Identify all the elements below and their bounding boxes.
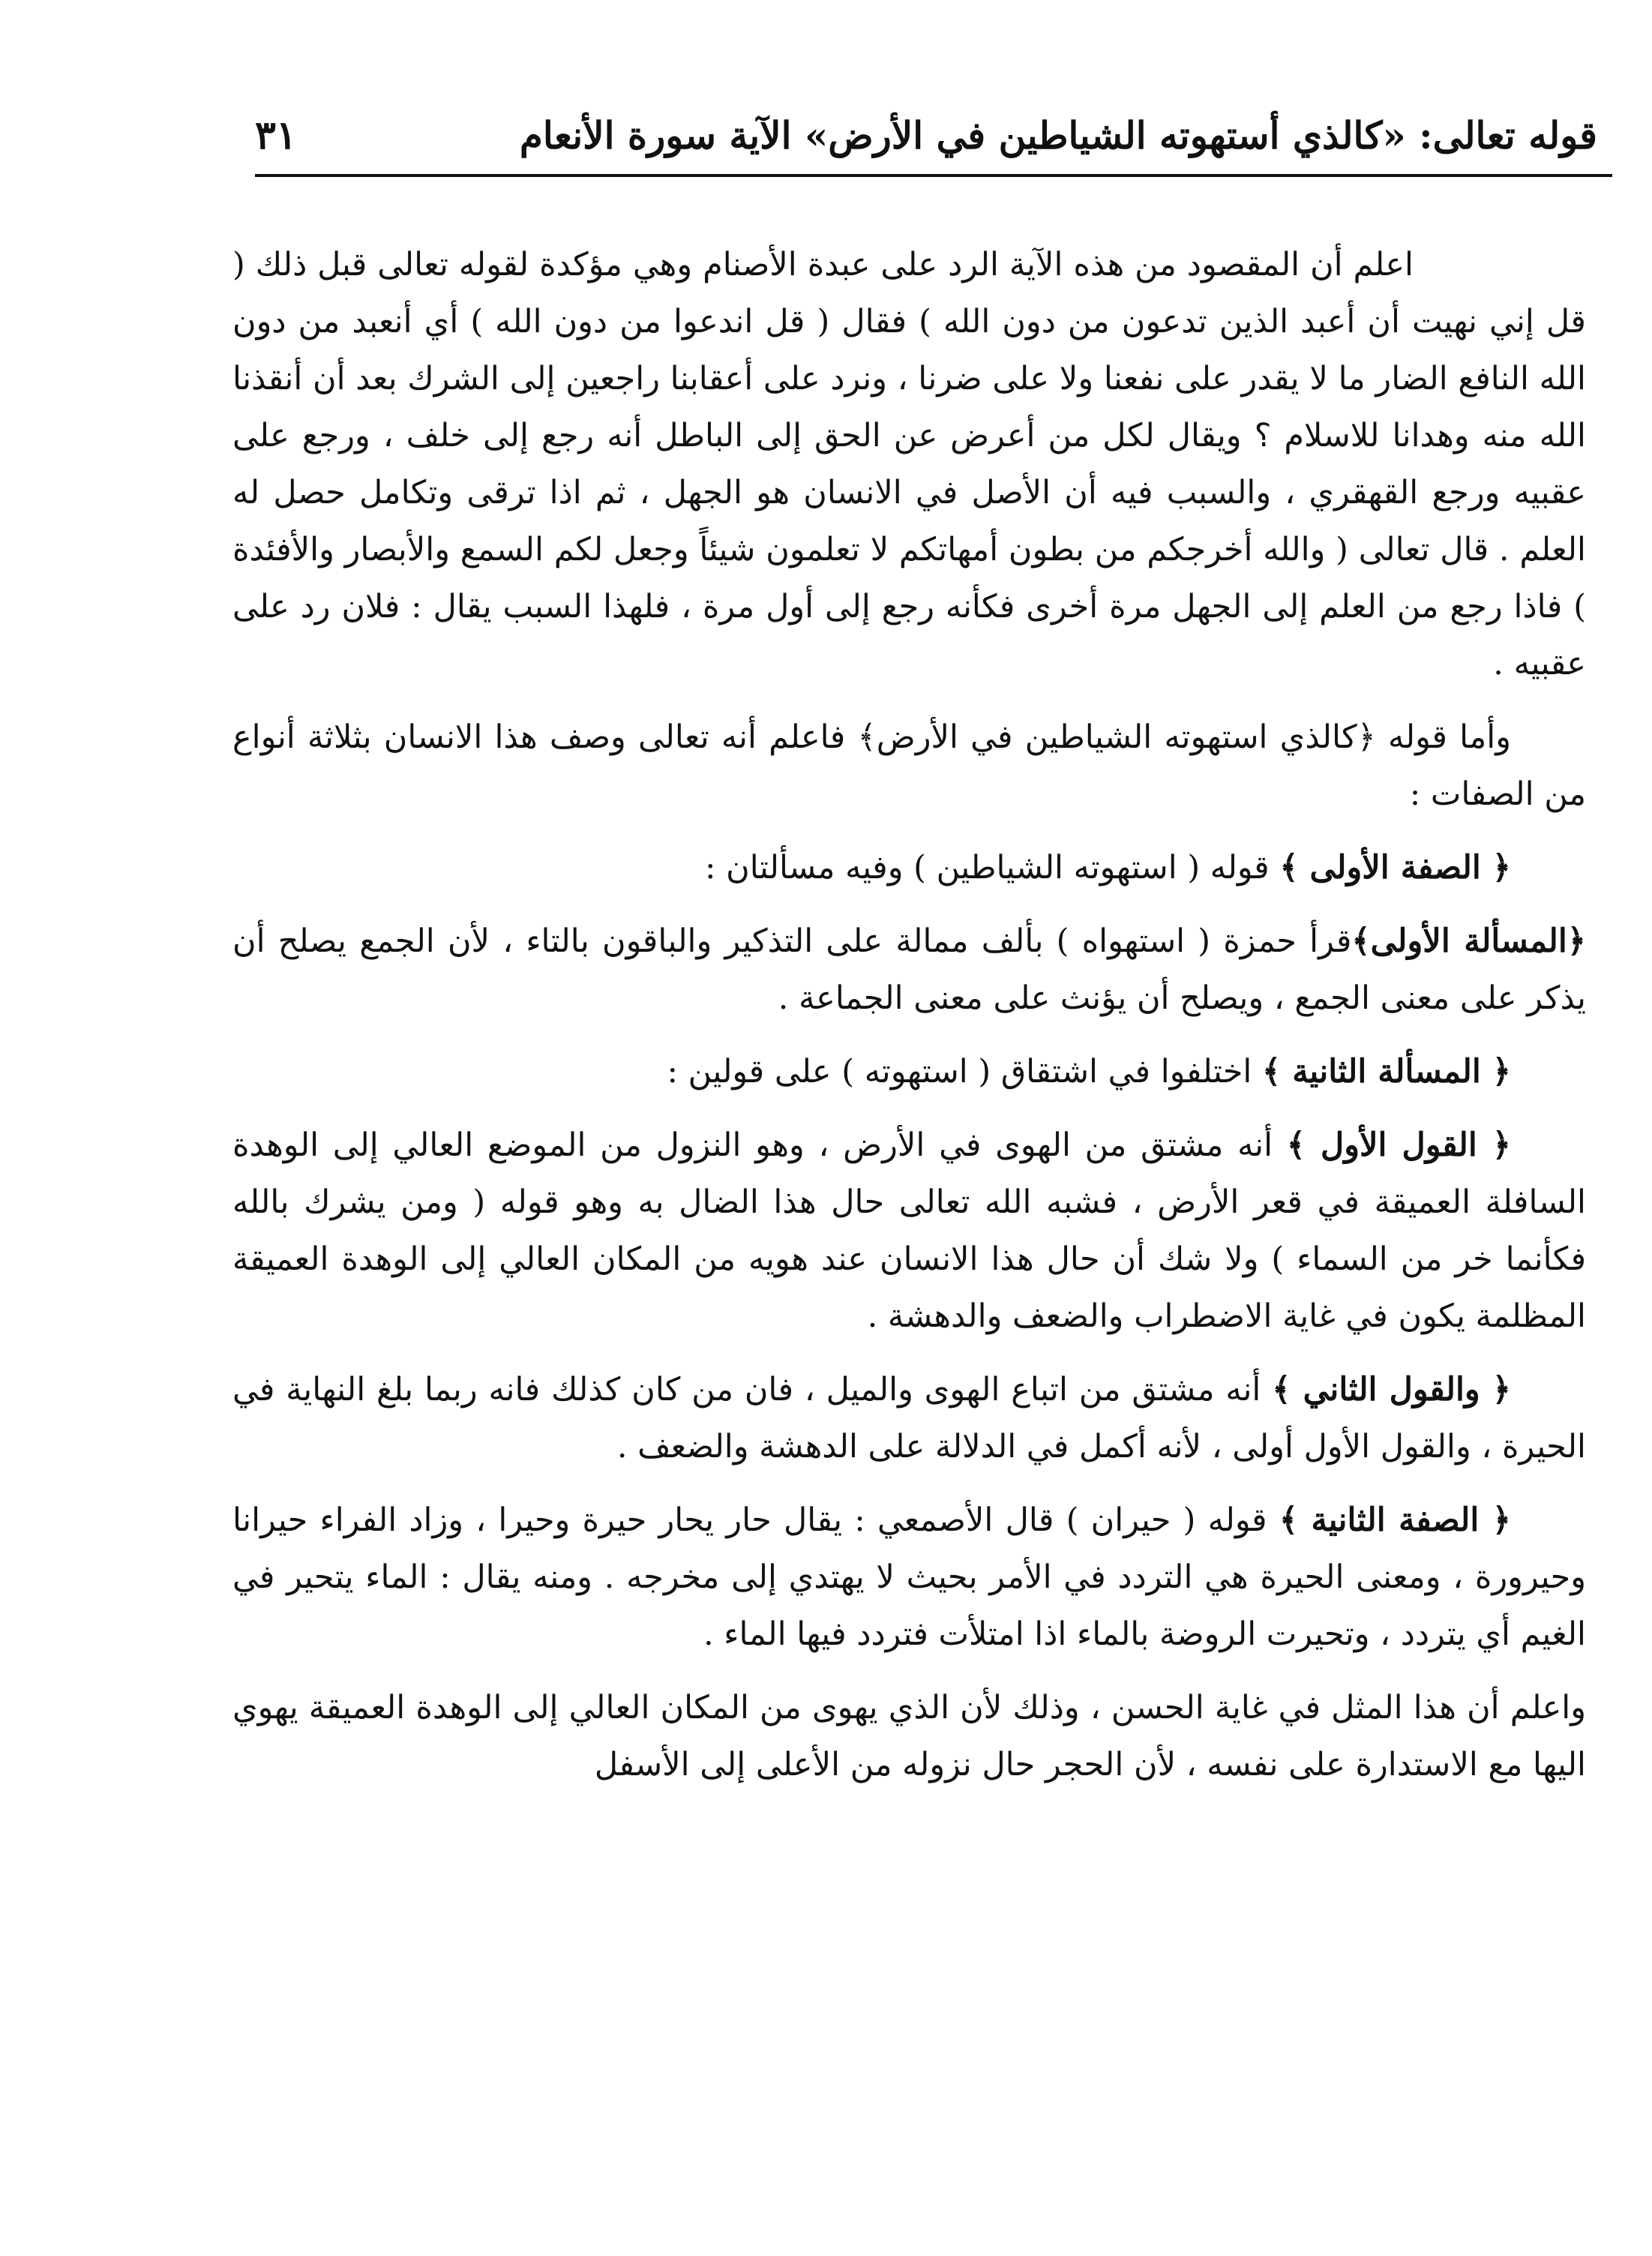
header-divider xyxy=(255,174,1612,177)
paragraph-intro xyxy=(232,236,1586,692)
paragraph-text: قوله ( حيران ) قال الأصمعي : يقال حار يحار حيرة وحيرا ، وزاد الفراء حيرانا وحيرورة ، ومعنى الحيرة هي التردد في الأمر بحيث لا يهتدي إلى مخرجه . ومنه يقال : الماء يتحير في الغيم أي يتردد ، وتحيرت الروضة بالماء اذا امتلأت فتردد فيها الماء . xyxy=(232,1502,1586,1653)
paragraph-text: أنه مشتق من اتباع الهوى والميل ، فان من كان كذلك فانه ربما بلغ النهاية في الحيرة ، والقول الأول أولى ، لأنه أكمل في الدلالة على الدهشة والضعف . xyxy=(232,1371,1586,1466)
paragraph-second-opinion xyxy=(232,1361,1586,1475)
paragraph-text: أنه مشتق من الهوى في الأرض ، وهو النزول من الموضع العالي إلى الوهدة السافلة العميقة في قعر الأرض ، فشبه الله تعالى حال هذا الضال به وهو قوله ( ومن يشرك بالله فكأنما خر من السماء ) ولا شك أن حال هذا الانسان عند هويه من المكان العالي إلى الوهدة العميقة المظلمة يكون في غاية الاضطراب والضعف والدهشة . xyxy=(232,1126,1586,1335)
page-number: ٣١ xyxy=(255,112,297,158)
paragraph-three-attributes xyxy=(232,709,1586,823)
section-heading: ﴿ والقول الثاني ﴾ xyxy=(1272,1371,1512,1408)
paragraph-first-issue xyxy=(232,913,1586,1027)
paragraph-text: وأما قوله ﴿كالذي استهوته الشياطين في الأرض﴾ فاعلم أنه تعالى وصف هذا الانسان بثلاثة أنواع من الصفات : xyxy=(232,718,1586,813)
section-heading: ﴿ الصفة الثانية ﴾ xyxy=(1279,1502,1511,1539)
paragraph-text: اعلم أن المقصود من هذه الآية الرد على عبدة الأصنام وهي مؤكدة لقوله تعالى قبل ذلك ( قل إني نهيت أن أعبد الذين تدعون من دون الله ) فقال ( قل اندعوا من دون الله ) أي أنعبد من دون الله النافع الضار ما لا يقدر على نفعنا ولا على ضرنا ، ونرد على أعقابنا راجعين إلى الشرك بعد أن أنقذنا الله منه وهدانا للاسلام ؟ ويقال لكل من أعرض عن الحق إلى الباطل أنه رجع إلى خلف ، ورجع على عقبيه ورجع القهقري ، والسبب فيه أن الأصل في الانسان هو الجهل ، ثم اذا ترقى وتكامل حصل له العلم . قال تعالى ( والله أخرجكم من بطون أمهاتكم لا تعلمون شيئاً وجعل لكم السمع والأبصار والأفئدة ) فاذا رجع من العلم إلى الجهل مرة أخرى فكأنه رجع إلى أول مرة ، فلهذا السبب يقال : فلان رد على عقبيه . xyxy=(232,246,1586,682)
header-title: قوله تعالى: «كالذي أستهوته الشياطين في الأرض» الآية سورة الأنعام xyxy=(519,112,1597,158)
section-heading: ﴿ المسألة الثانية ﴾ xyxy=(1262,1053,1511,1090)
paragraph-text: قرأ حمزة ( استهواه ) بألف ممالة على التذكير والباقون بالتاء ، لأن الجمع يصلح أن يذكر على معنى الجمع ، ويصلح أن يؤنث على معنى الجماعة . xyxy=(232,922,1586,1017)
section-heading: ﴿ الصفة الأولى ﴾ xyxy=(1279,849,1511,886)
paragraph-text: قوله ( استهوته الشياطين ) وفيه مسألتان : xyxy=(705,849,1280,886)
paragraph-first-attribute xyxy=(232,839,1586,896)
section-heading: ﴿ القول الأول ﴾ xyxy=(1286,1126,1511,1164)
paragraph-first-opinion xyxy=(232,1117,1586,1345)
paragraph-second-attribute xyxy=(232,1492,1586,1663)
section-heading: ﴿المسألة الأولى﴾ xyxy=(1351,922,1586,960)
running-header xyxy=(255,105,1597,165)
page-body xyxy=(232,236,1586,1810)
paragraph-second-issue xyxy=(232,1043,1586,1100)
paragraph-text: اختلفوا في اشتقاق ( استهوته ) على قولين : xyxy=(667,1053,1263,1090)
paragraph-parable xyxy=(232,1679,1586,1793)
paragraph-text: واعلم أن هذا المثل في غاية الحسن ، وذلك لأن الذي يهوى من المكان العالي إلى الوهدة العميقة يهوي اليها مع الاستدارة على نفسه ، لأن الحجر حال نزوله من الأعلى إلى الأسفل xyxy=(232,1689,1586,1784)
